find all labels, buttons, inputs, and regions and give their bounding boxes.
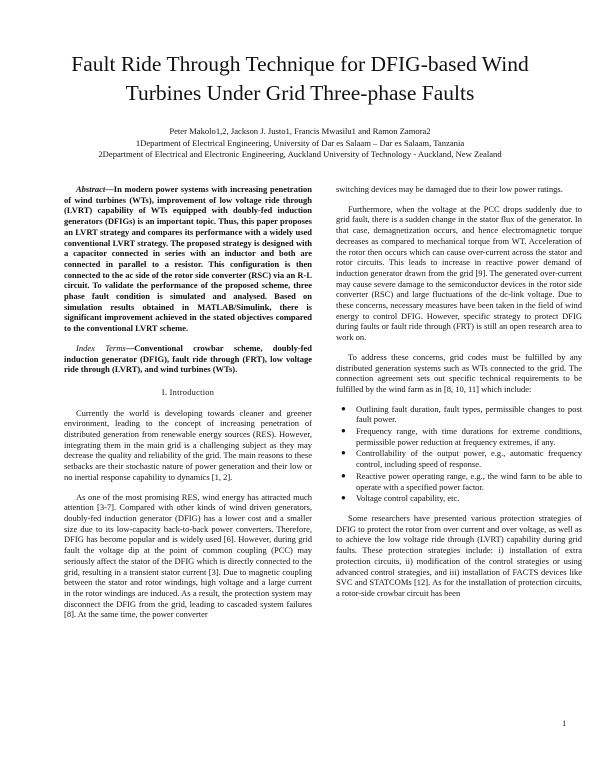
- paper-title: [20, 50, 580, 108]
- bullet-icon: ●: [341, 470, 346, 480]
- list-item-text: Voltage control capability, etc.: [356, 493, 460, 504]
- page-number: 1: [562, 718, 567, 728]
- index-terms: [64, 343, 312, 375]
- list-item: [341, 403, 582, 425]
- right-paragraph-1: switching devices may be damaged due to their low power ratings.: [336, 184, 563, 194]
- index-terms-text: —Conventional crowbar scheme, doubly-fed induction generator (DFIG), fault ride through (FRT), low voltage ride through (LVRT), and wind turbines (WTs).: [64, 342, 312, 375]
- right-paragraph-4: Some researchers have presented various protection strategies of DFIG to protect the rotor from over current and over voltage, as well as to achieve the low voltage ride through (LVRT) capability during grid faults. These protection strategies include: i) installation of extra protection circuits, ii) modification of the control strategies or using advanced control strategies, and iii) installation of FACTS devices like SVC and STATCOMs [12]. As for the installation of protection circuits, a rotor-side crowbar circuit has been: [336, 512, 582, 598]
- list-item: [341, 448, 582, 470]
- abstract: [64, 184, 312, 334]
- list-item: [341, 426, 582, 447]
- abstract-text: —In modern power systems with increasing penetration of wind turbines (WTs), improvement of low voltage ride through (LVRT) capability of WTs equipped with doubly-fed induction generators (DFIGs) is an important topic. Thus, this paper proposes an LVRT strategy and compares its performance with a widely used conventional LVRT strategy. The proposed strategy is designed with a capacitor connected in series with an inductor and both are connected in parallel to a resistor. This configuration is then connected to the ac side of the rotor side converter (RSC) via an R-L circuit. To validate the performance of the proposed scheme, three phase fault condition is simulated and analysed. Based on simulation results obtained in MATLAB/Simulink, there is significant improvement achieved in the stated objectives compared to the conventional LVRT scheme.: [64, 184, 312, 334]
- abstract-label: Abstract: [76, 184, 106, 194]
- right-column: [336, 184, 582, 608]
- right-paragraph-3: To address these concerns, grid codes must be fulfilled by any distributed generation systems such as WTs connected to the grid. The connection agreement sets out specific technical requirements to be fulfilled by the wind farm as in [8, 10, 11] which include:: [336, 351, 582, 394]
- intro-paragraph-1: Currently the world is developing towards cleaner and greener environment, leading to the concept of increasing penetration of distributed generation from renewable energy sources (RES). However, integrating them in the main grid is a challenging subject as they may decrease the quality and reliability of the grid. The main reasons to these setbacks are their stochastic nature of power generation and their low or no inertial response capability to dynamics [1, 2].: [64, 407, 312, 482]
- list-item-text: Frequency range, with time durations for extreme conditions, permissible power reduction at frequency extremes, if any.: [356, 426, 582, 447]
- bullet-icon: ●: [341, 403, 346, 413]
- author-names: Peter Makolo1,2, Jackson J. Justo1, Francis Mwasilu1 and Ramon Zamora2: [169, 126, 431, 136]
- title-line-2: Turbines Under Grid Three-phase Faults: [125, 81, 475, 105]
- list-item: [341, 470, 582, 492]
- intro-paragraph-2: As one of the most promising RES, wind energy has attracted much attention [3-7]. Compared with other kinds of wind driven generators, doubly-fed induction generator (DFIG) has a lower cost and a smaller size due to its low-capacity back-to-back power converters. Therefore, DFIG has become popular and is widely used [6]. However, during grid fault the voltage dip at the point of common coupling (PCC) may seriously affect the stator of the DFIG which is directly connected to the grid, resulting in a transient stator current [3]. Due to magnetic coupling between the stator and rotor windings, high voltage and a large current in the rotor windings are induced. As a result, the protection system may disconnect the DFIG from the grid, leading to cascaded system failures [8]. At the same time, the power converter: [64, 491, 312, 620]
- title-line-1: Fault Ride Through Technique for DFIG-based Wind: [71, 52, 529, 76]
- left-column: [64, 184, 312, 629]
- bullet-icon: ●: [341, 448, 346, 458]
- grid-code-requirements-list: [336, 404, 582, 504]
- list-item-text: Reactive power operating range, e.g., the wind farm to be able to operate with a specified power factor.: [356, 470, 582, 492]
- affiliation-2: 2Department of Electrical and Electronic Engineering, Auckland University of Technology - Auckland, New Zealand: [98, 149, 502, 160]
- list-item: [341, 493, 582, 504]
- list-item-text: Outlining fault duration, fault types, permissible changes to post fault power.: [356, 403, 582, 425]
- bullet-icon: ●: [341, 426, 346, 436]
- index-terms-label: Index Terms: [76, 342, 126, 353]
- list-item-text: Controllability of the output power, e.g., automatic frequency control, including speed of response.: [356, 448, 582, 470]
- section-heading-introduction: I. Introduction: [161, 387, 215, 397]
- bullet-icon: ●: [341, 493, 346, 503]
- affiliation-1: 1Department of Electrical Engineering, University of Dar es Salaam – Dar es Salaam, Tanzania: [135, 137, 465, 148]
- right-paragraph-2: Furthermore, when the voltage at the PCC drops suddenly due to grid fault, there is a sudden change in the stator flux of the generator. In that case, demagnetization occurs, and hence electromagnetic torque decreases as compared to mechanical torque from WT. Acceleration of the rotor then occurs which can cause over-current across the stator and rotor circuits. This leads to increase in reactive power demand of induction generator drawn from the grid [9]. The generated over-current may cause severe damage to the semiconductor devices in the rotor side converter (RSC) and large fluctuations of the dc-link voltage. Due to these concerns, necessary measures have been taken in the field of wind energy to control DFIG. However, specific strategy to protect DFIG during faults or fault ride through (FRT) is still an open research area to work on.: [336, 203, 582, 343]
- author-block: [20, 126, 580, 161]
